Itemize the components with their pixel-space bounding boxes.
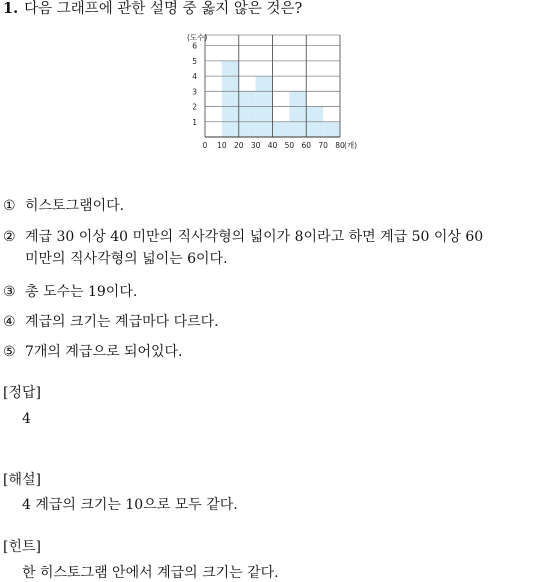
explanation-text: 4 계급의 크기는 10으로 모두 같다. <box>22 497 238 513</box>
choice-2-mark: ② <box>3 229 16 245</box>
choice-2 <box>3 226 483 270</box>
x-tick-label: 60 <box>301 141 312 150</box>
histogram-bar <box>323 122 340 137</box>
choice-3-mark: ③ <box>3 284 16 300</box>
choice-4 <box>3 311 219 333</box>
x-tick-label: 70 <box>318 141 328 150</box>
y-tick-label: 6 <box>192 41 197 51</box>
histogram-bar <box>273 122 290 137</box>
choice-5-mark: ⑤ <box>3 344 16 360</box>
y-tick-label: 2 <box>192 102 197 112</box>
question-text: 다음 그래프에 관한 설명 중 옳지 않은 것은? <box>24 1 303 17</box>
choice-5 <box>3 341 183 363</box>
question <box>3 0 302 18</box>
y-tick-label: 4 <box>192 72 197 82</box>
histogram-chart <box>165 30 365 155</box>
choice-2-text-line-1: 계급 30 이상 40 미만의 직사각형의 넓이가 8이라고 하면 계급 50 이상 60 <box>25 229 484 245</box>
choice-1-text: 히스토그램이다. <box>25 198 125 214</box>
choice-1-mark: ① <box>3 198 16 214</box>
choice-1 <box>3 195 124 217</box>
x-tick-label: 40 <box>267 141 278 150</box>
question-number: 1. <box>3 0 19 17</box>
histogram-bar <box>289 91 306 137</box>
hint-text: 한 히스토그램 안에서 계급의 크기는 같다. <box>22 565 279 581</box>
answer-text: 4 <box>22 411 31 427</box>
x-axis-label: (개) <box>344 141 358 150</box>
choice-4-text: 계급의 크기는 계급마다 다르다. <box>25 314 219 330</box>
x-tick-label: 30 <box>250 141 261 150</box>
choice-3 <box>3 281 137 303</box>
hint-label: [힌트] <box>3 539 41 555</box>
choice-5-text: 7개의 계급으로 되어있다. <box>25 344 183 360</box>
y-tick-label: 1 <box>192 117 197 127</box>
explanation-label: [해설] <box>3 472 41 488</box>
histogram-bar <box>222 61 239 137</box>
histogram-bar <box>239 91 256 137</box>
y-axis-label: (도수) <box>187 33 208 42</box>
choice-4-mark: ④ <box>3 314 16 330</box>
x-tick-label: 0 <box>202 141 208 150</box>
choice-3-text: 총 도수는 19이다. <box>25 284 138 300</box>
x-tick-label: 10 <box>217 141 227 150</box>
y-tick-label: 5 <box>192 56 197 66</box>
answer-label: [정답] <box>3 385 41 401</box>
x-tick-label: 80 <box>335 141 345 150</box>
y-tick-label: 3 <box>192 87 197 97</box>
x-tick-label: 20 <box>233 141 244 150</box>
choice-2-text-line-2: 미만의 직사각형의 넓이는 6이다. <box>25 251 228 267</box>
x-tick-label: 50 <box>284 141 295 150</box>
